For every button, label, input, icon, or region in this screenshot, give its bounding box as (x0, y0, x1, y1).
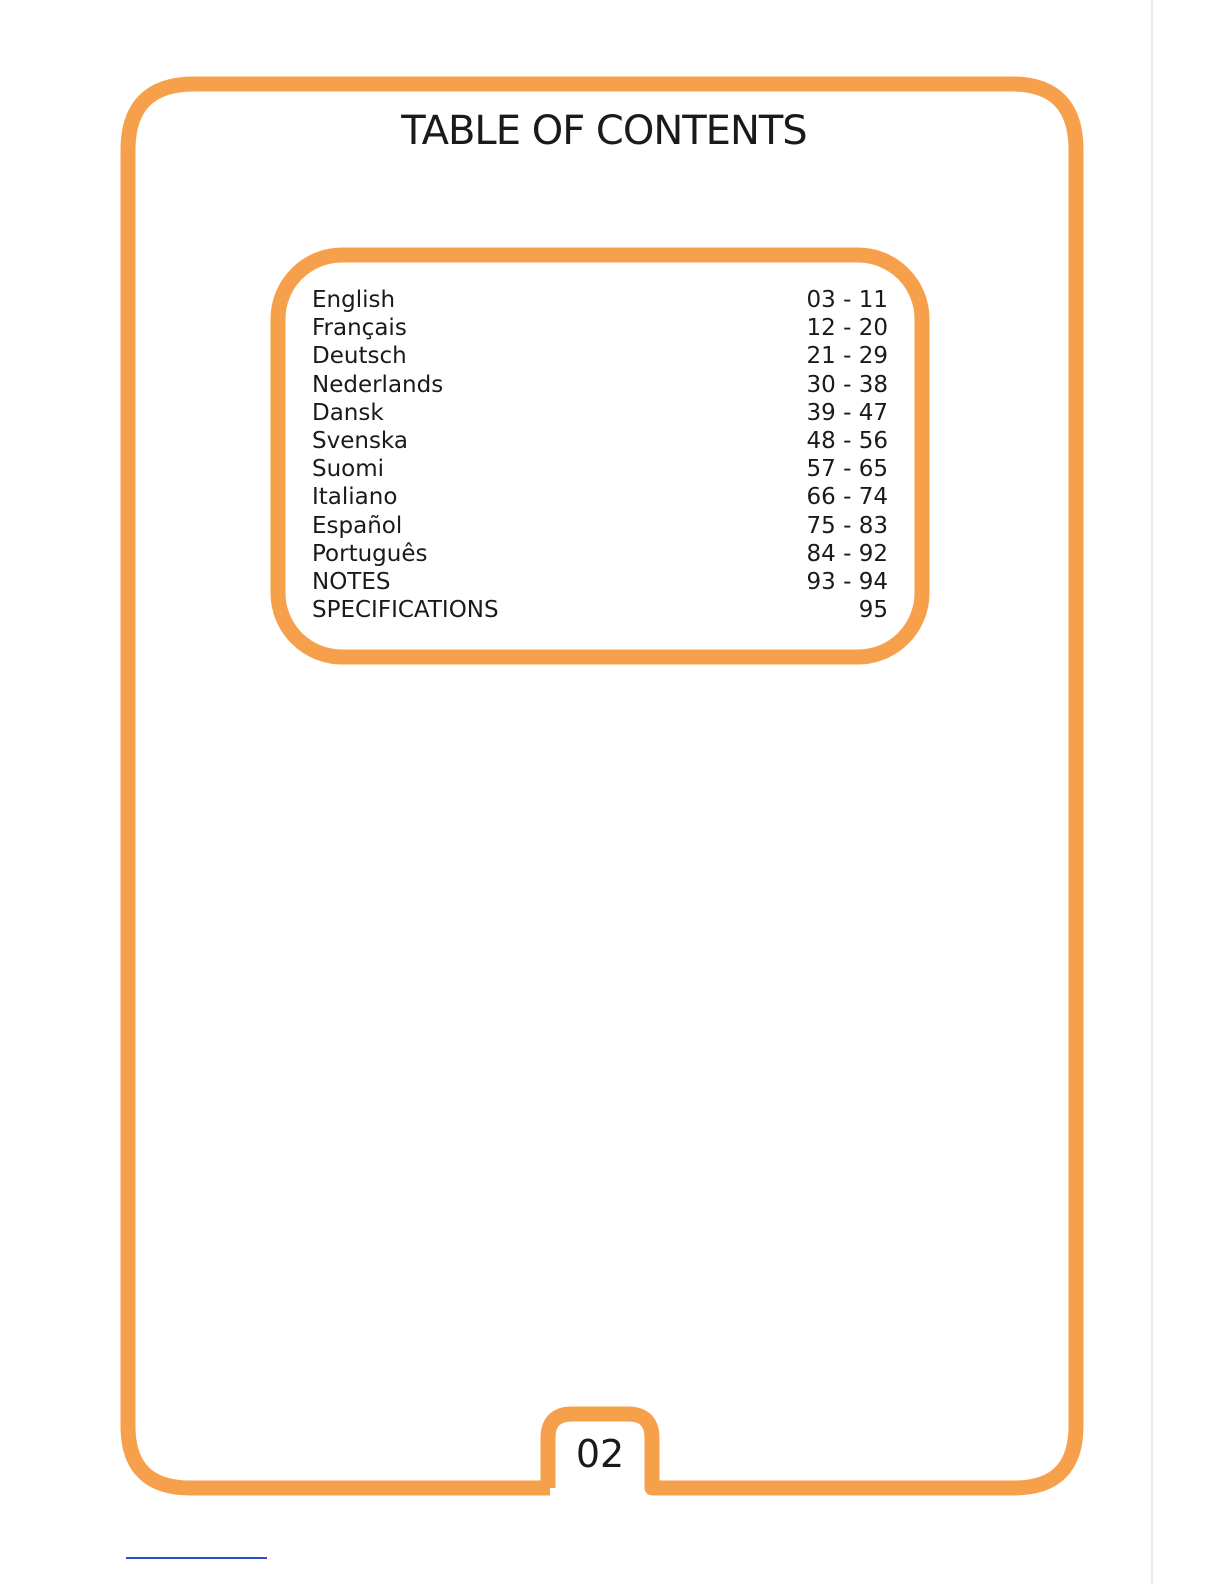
toc-entry-portugues[interactable] (312, 540, 888, 568)
toc-label: Français (312, 315, 407, 342)
toc-entry-nederlands[interactable] (312, 371, 888, 399)
toc-entry-italiano[interactable] (312, 483, 888, 511)
toc-label: Español (312, 512, 403, 539)
page-edge-rule (1151, 0, 1153, 1584)
toc-label: Deutsch (312, 343, 407, 370)
toc-pages: 93 - 94 (806, 568, 888, 595)
toc-label: Svenska (312, 427, 408, 454)
toc-pages: 12 - 20 (806, 315, 888, 342)
toc-pages: 39 - 47 (806, 399, 888, 426)
toc-pages: 30 - 38 (806, 371, 888, 398)
toc-label: NOTES (312, 568, 391, 595)
toc-pages: 75 - 83 (806, 512, 888, 539)
toc-pages: 03 - 11 (806, 287, 888, 313)
toc-pages: 66 - 74 (806, 484, 888, 511)
toc-label: SPECIFICATIONS (312, 597, 499, 624)
footer-link-underline[interactable] (126, 1557, 267, 1559)
toc-pages: 95 (858, 597, 888, 624)
toc-pages: 84 - 92 (806, 540, 888, 567)
toc-entry-english[interactable] (312, 286, 888, 314)
toc-label: Português (312, 540, 428, 567)
toc-entry-svenska[interactable] (312, 427, 888, 455)
toc-entry-francais[interactable] (312, 314, 888, 342)
page-title: TABLE OF CONTENTS (401, 108, 807, 154)
toc-label: Dansk (312, 399, 384, 426)
toc-entry-notes[interactable] (312, 568, 888, 596)
page-number: 02 (575, 1432, 625, 1476)
toc-label: Italiano (312, 484, 398, 511)
toc-pages: 48 - 56 (806, 427, 888, 454)
toc-label: Suomi (312, 456, 385, 483)
toc-entry-deutsch[interactable] (312, 342, 888, 370)
toc-label: English (312, 287, 396, 313)
table-of-contents (312, 286, 888, 624)
toc-entry-specifications[interactable] (312, 596, 888, 624)
toc-entry-espanol[interactable] (312, 512, 888, 540)
toc-pages: 57 - 65 (806, 456, 888, 483)
toc-label: Nederlands (312, 371, 444, 398)
toc-entry-dansk[interactable] (312, 399, 888, 427)
toc-pages: 21 - 29 (806, 343, 888, 370)
toc-entry-suomi[interactable] (312, 455, 888, 483)
